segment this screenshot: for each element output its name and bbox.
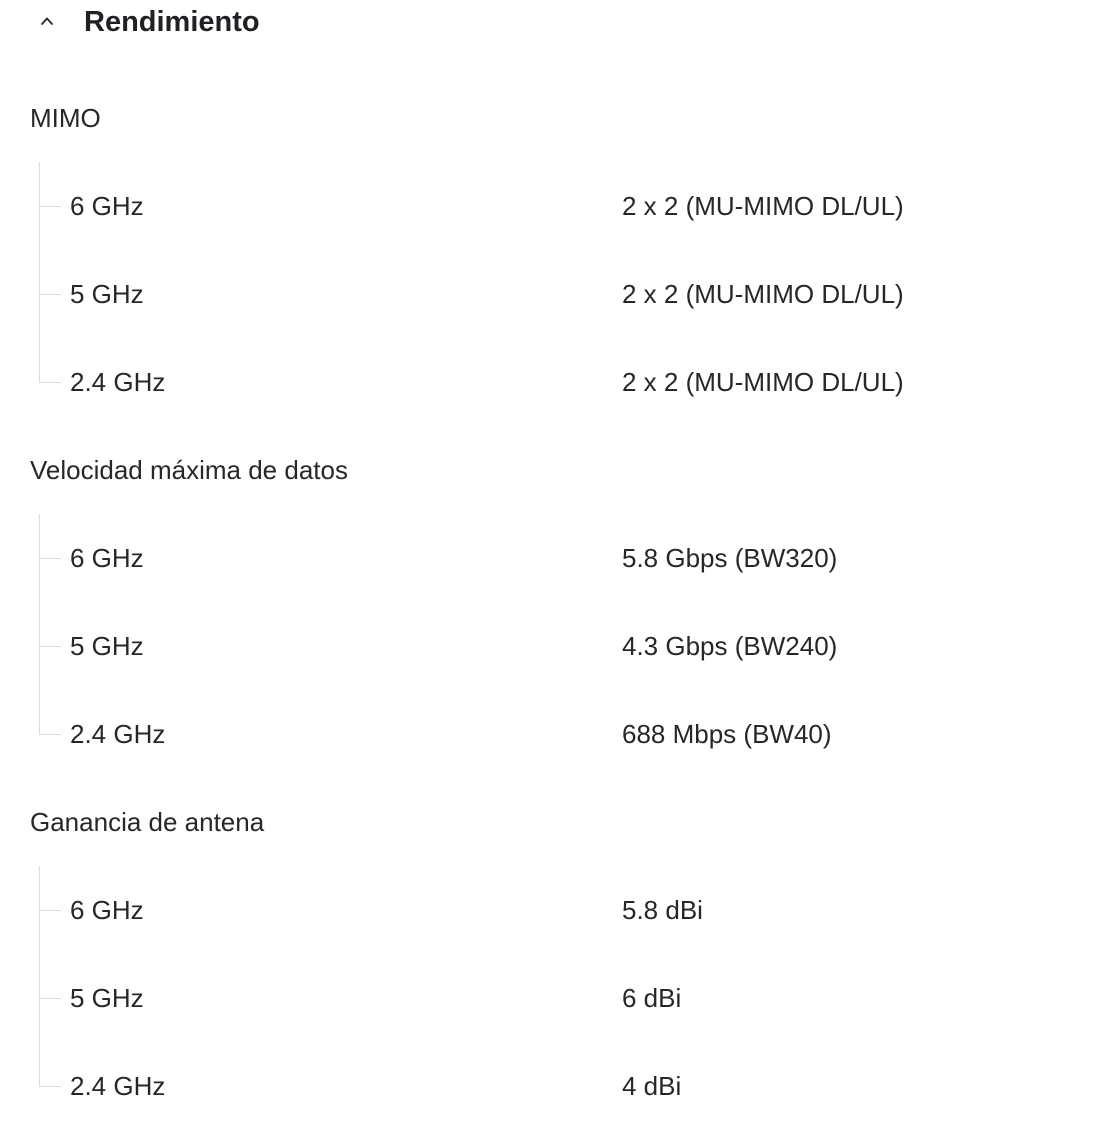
section-title: Rendimiento	[84, 6, 260, 38]
spec-row-key: 2.4 GHz	[70, 1071, 166, 1101]
spec-row-key: 2.4 GHz	[70, 367, 166, 397]
spec-row-key: 5 GHz	[70, 279, 144, 309]
tree-branch	[39, 382, 61, 383]
spec-row	[0, 186, 1110, 226]
spec-row	[0, 274, 1110, 314]
tree-branch	[39, 734, 61, 735]
spec-row-value: 5.8 Gbps (BW320)	[622, 543, 838, 573]
group-label: MIMO	[30, 103, 101, 133]
section-header-rendimiento[interactable]	[0, 0, 400, 46]
spec-row-key: 6 GHz	[70, 895, 144, 925]
tree-branch	[39, 206, 61, 207]
tree-branch	[39, 1086, 61, 1087]
spec-row	[0, 1066, 1110, 1106]
group-label: Ganancia de antena	[30, 807, 265, 837]
spec-row-value: 2 x 2 (MU-MIMO DL/UL)	[622, 367, 904, 397]
spec-row-key: 6 GHz	[70, 543, 144, 573]
spec-row-key: 5 GHz	[70, 983, 144, 1013]
tree-branch	[39, 558, 61, 559]
spec-row	[0, 890, 1110, 930]
group-label: Velocidad máxima de datos	[30, 455, 348, 485]
spec-row-value: 6 dBi	[622, 983, 682, 1013]
spec-row	[0, 714, 1110, 754]
spec-row-value: 2 x 2 (MU-MIMO DL/UL)	[622, 191, 904, 221]
spec-row-key: 6 GHz	[70, 191, 144, 221]
spec-row-value: 4 dBi	[622, 1071, 682, 1101]
spec-row	[0, 362, 1110, 402]
spec-row-value: 5.8 dBi	[622, 895, 703, 925]
spec-row	[0, 978, 1110, 1018]
spec-row-key: 5 GHz	[70, 631, 144, 661]
spec-row	[0, 626, 1110, 666]
spec-row-value: 688 Mbps (BW40)	[622, 719, 832, 749]
tree-branch	[39, 998, 61, 999]
spec-row	[0, 538, 1110, 578]
tree-branch	[39, 294, 61, 295]
spec-row-key: 2.4 GHz	[70, 719, 166, 749]
spec-row-value: 2 x 2 (MU-MIMO DL/UL)	[622, 279, 904, 309]
chevron-up-icon[interactable]	[40, 14, 54, 28]
tree-branch	[39, 646, 61, 647]
spec-row-value: 4.3 Gbps (BW240)	[622, 631, 838, 661]
tree-branch	[39, 910, 61, 911]
